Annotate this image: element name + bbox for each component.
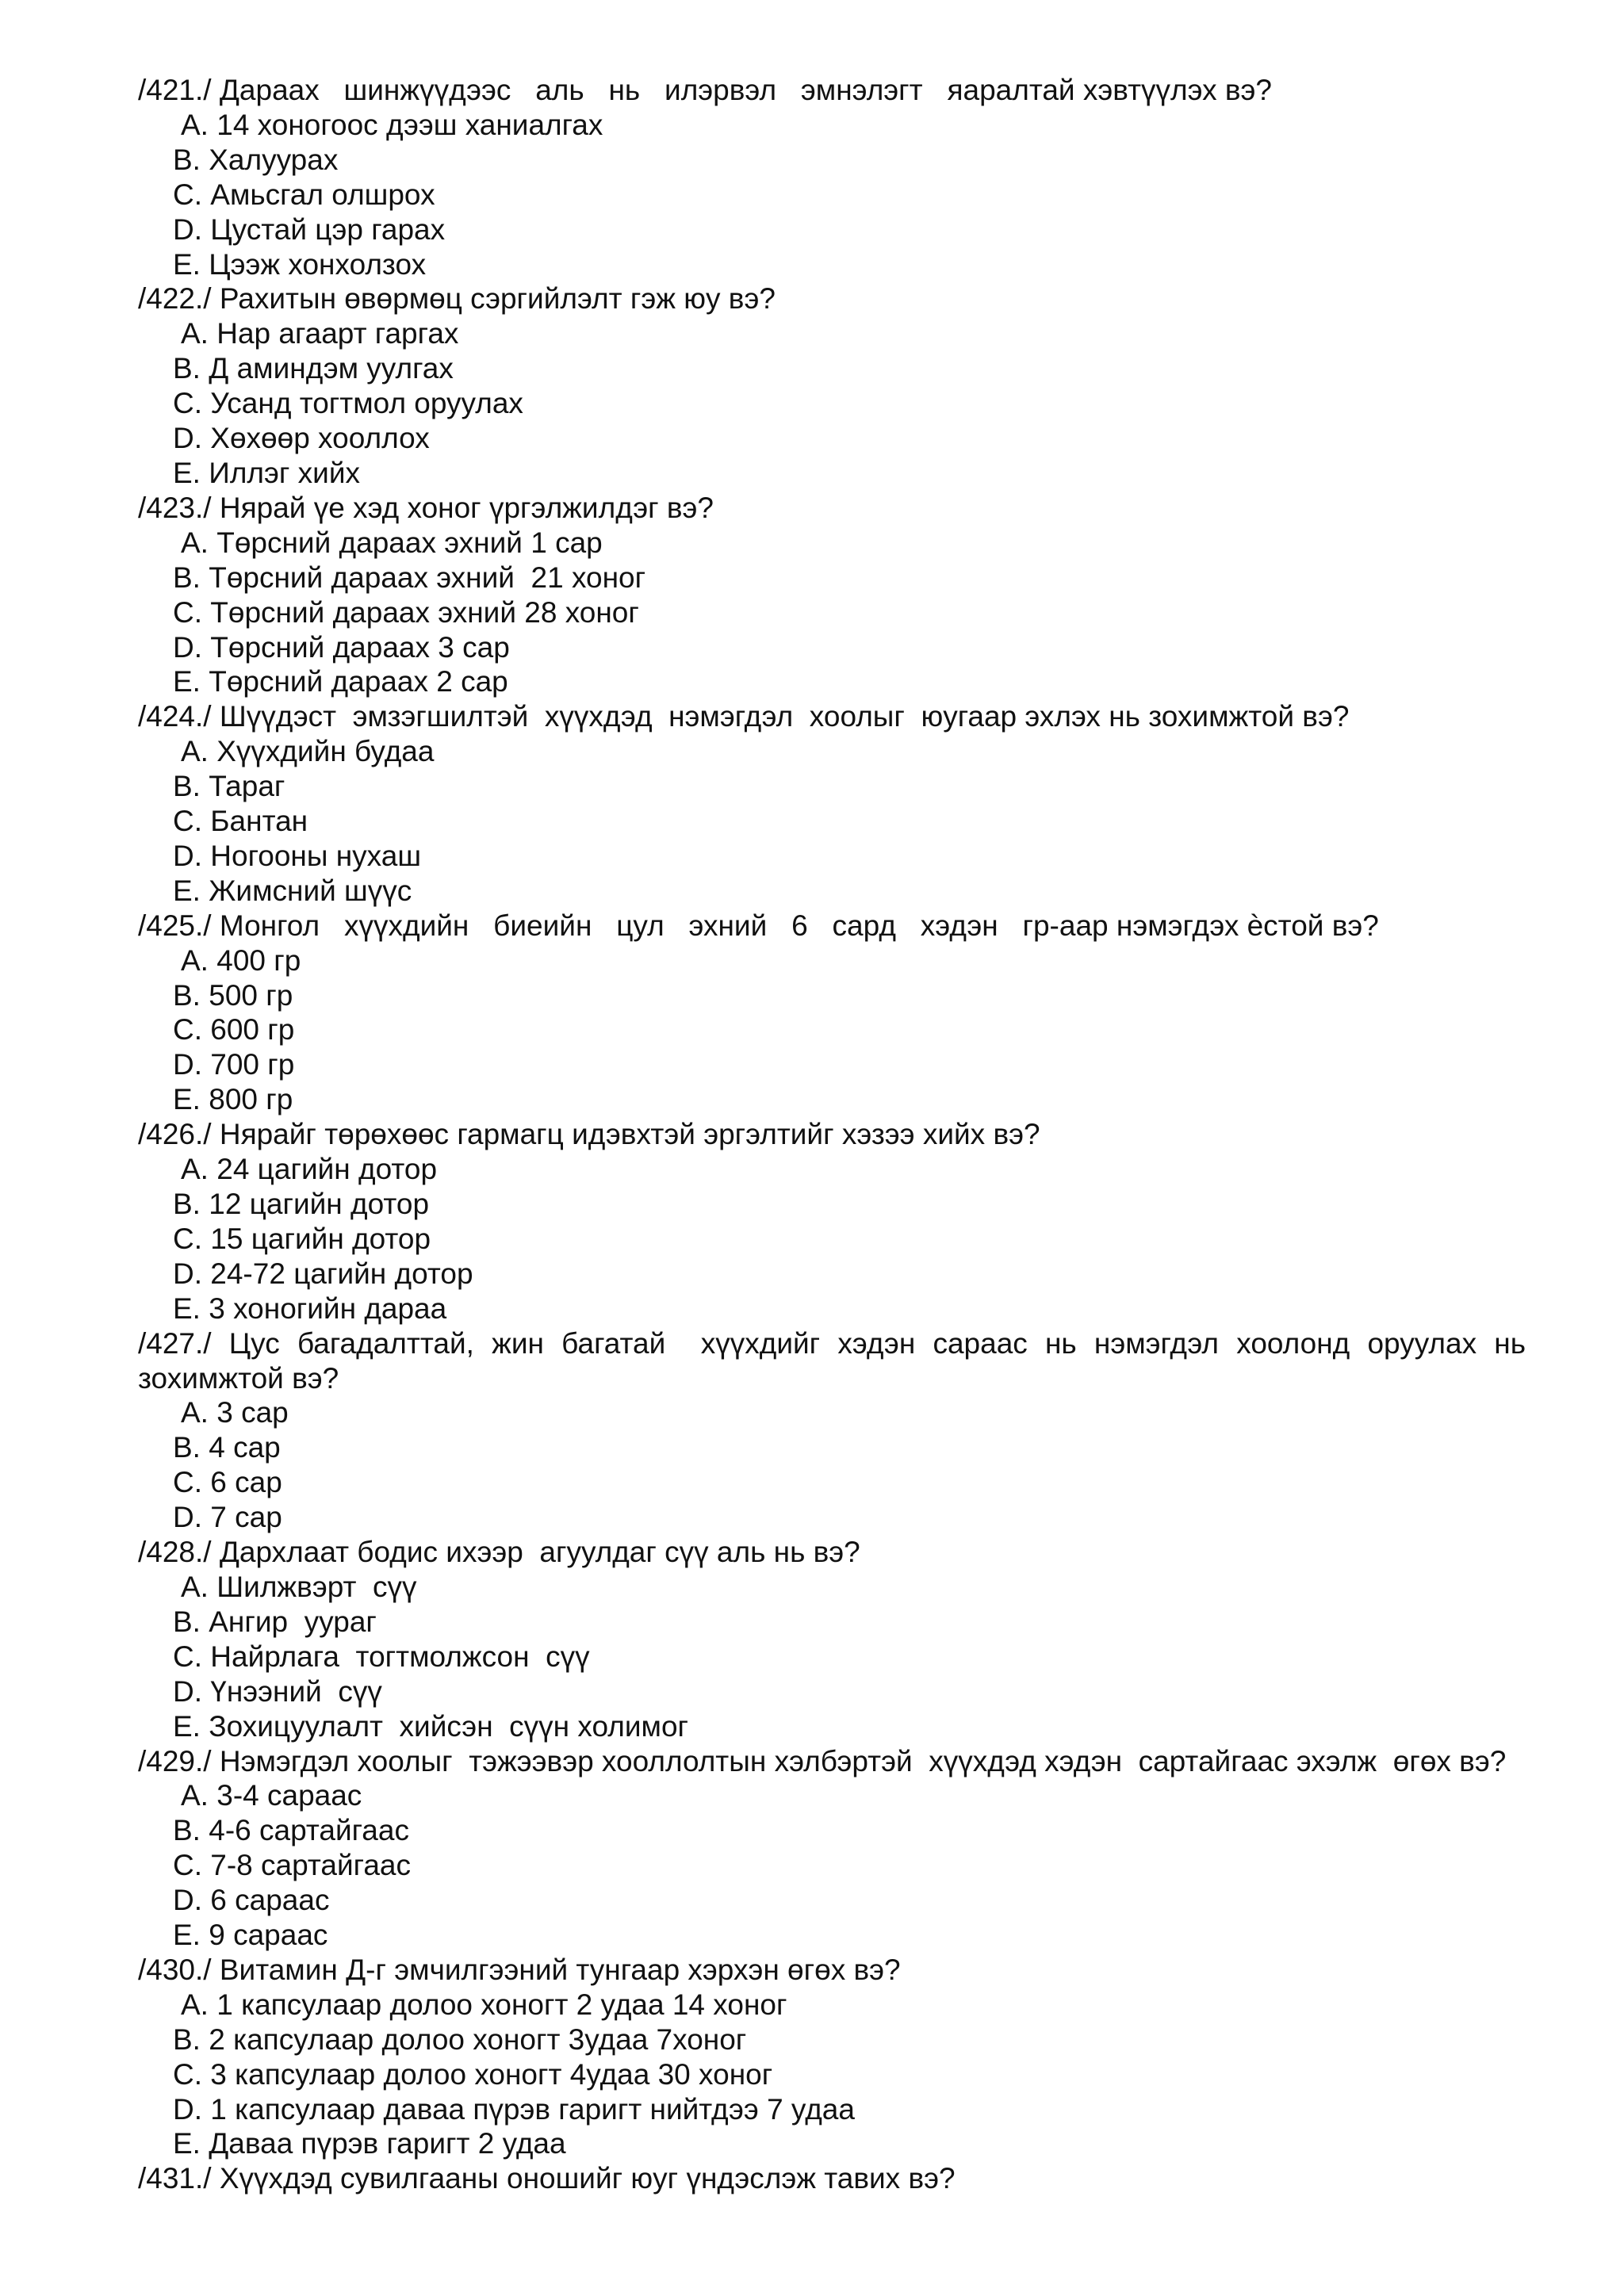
question-block (138, 281, 1526, 490)
answer-option: B. Д аминдэм уулгах (173, 352, 454, 385)
question-text: /422./ Рахитын өвөрмөц сэргийлэлт гэж юу вэ? (138, 282, 776, 316)
question-block (138, 909, 1526, 1117)
question-text: /424./ Шүүдэст эмзэгшилтэй хүүхдэд нэмэгдэл хоолыг юугаар эхлэх нь зохимжтой вэ? (138, 700, 1350, 733)
answer-option: C. 3 капсулаар долоо хоногт 4удаа 30 хоног (173, 2057, 773, 2091)
answer-option: A. 3 сар (181, 1396, 289, 1429)
answer-options (138, 1152, 1526, 1326)
answer-option: D. 700 гр (173, 1048, 295, 1081)
answer-option: A. 14 хоногоос дээш ханиалгах (181, 108, 603, 141)
answer-option: C. 7-8 сартайгаас (173, 1849, 411, 1882)
answer-option: E. Жимсний шүүс (173, 874, 412, 907)
answer-option: D. Үнээний сүү (173, 1674, 382, 1708)
answer-option: A. 400 гр (181, 943, 301, 977)
answer-option: A. Төрсний дараах эхний 1 сар (181, 526, 603, 559)
question-block (138, 491, 1526, 699)
answer-option: E. Цээж хонхолзох (173, 247, 427, 281)
answer-option: D. 6 сараас (173, 1884, 330, 1917)
answer-option: C. 15 цагийн дотор (173, 1222, 431, 1255)
question-text: /426./ Нярайг төрөхөөс гармагц идэвхтэй эргэлтийг хэзээ хийх вэ? (138, 1118, 1040, 1151)
answer-option: D. 7 сар (173, 1501, 282, 1534)
question-text: /428./ Дархлаат бодис ихээр агуулдаг сүү аль нь вэ? (138, 1536, 860, 1569)
answer-options (138, 734, 1526, 909)
answer-option: E. Төрсний дараах 2 сар (173, 665, 508, 698)
answer-options (138, 1988, 1526, 2162)
answer-option: C. Бантан (173, 805, 308, 838)
question-text: /431./ Хүүхдэд сувилгааны оношийг юуг үндэслэж тавих вэ? (138, 2162, 956, 2195)
answer-option: B. Тараг (173, 770, 285, 803)
answer-option: D. Төрсний дараах 3 сар (173, 630, 510, 664)
answer-options (138, 316, 1526, 491)
answer-option: A. Хүүхдийн будаа (181, 735, 435, 768)
answer-option: B. 4 сар (173, 1431, 281, 1464)
answer-option: C. 6 сар (173, 1466, 282, 1499)
answer-option: A. Шилжвэрт сүү (181, 1570, 417, 1603)
question-text: /430./ Витамин Д-г эмчилгээний тунгаар хэрхэн өгөх вэ? (138, 1953, 901, 1986)
answer-option: B. Төрсний дараах эхний 21 хоног (173, 561, 646, 594)
answer-options (138, 1570, 1526, 1744)
question-block (138, 1535, 1526, 1743)
question-text: /425./ Монгол хүүхдийн биеийн цул эхний 6 сард хэдэн гр-аар нэмэгдэх ѐстой вэ? (138, 909, 1379, 942)
question-block (138, 2161, 1526, 2196)
question-text: /423./ Нярай үе хэд хоног үргэлжилдэг вэ? (138, 491, 714, 524)
question-block (138, 1326, 1534, 1535)
question-text: /421./ Дараах шинжүүдээс аль нь илэрвэл эмнэлэгт яаралтай хэвтүүлэх вэ? (138, 74, 1272, 106)
answer-option: C. Найрлага тогтмолжсон сүү (173, 1640, 590, 1673)
answer-option: C. Амьсгал олшрох (173, 178, 435, 211)
answer-option: B. 500 гр (173, 978, 293, 1012)
document-page (138, 73, 1534, 2196)
question-block (138, 73, 1526, 281)
answer-option: B. 2 капсулаар долоо хоногт 3удаа 7хоног (173, 2022, 747, 2056)
answer-option: C. 600 гр (173, 1013, 295, 1047)
question-block (138, 699, 1526, 908)
question-block (138, 1953, 1526, 2161)
answer-option: B. 12 цагийн дотор (173, 1188, 430, 1220)
answer-option: D. Хөхөөр хооллох (173, 422, 430, 455)
question-block (138, 1744, 1526, 1953)
answer-option: D. 24-72 цагийн дотор (173, 1257, 473, 1290)
question-text: /427./ Цус багадалттай, жин багатай хүүхдийг хэдэн сараас нь нэмэгдэл хоолонд оруулах нь зохимжтой вэ? (138, 1326, 1534, 1395)
answer-option: A. 3-4 сараас (181, 1779, 362, 1812)
question-block (138, 1117, 1526, 1326)
answer-options (138, 108, 1526, 282)
answer-option: D. 1 капсулаар даваа пүрэв гаригт нийтдээ 7 удаа (173, 2092, 855, 2126)
answer-options (138, 943, 1526, 1118)
answer-option: E. Зохицуулалт хийсэн сүүн холимог (173, 1709, 689, 1743)
answer-option: C. Төрсний дараах эхний 28 хоног (173, 595, 639, 629)
answer-option: D. Ногооны нухаш (173, 839, 422, 872)
answer-option: A. Нар агаарт гаргах (181, 317, 459, 350)
answer-options (138, 1778, 1526, 1953)
answer-option: B. Ангир уураг (173, 1605, 377, 1638)
answer-option: C. Усанд тогтмол оруулах (173, 387, 523, 420)
question-text: /429./ Нэмэгдэл хоолыг тэжээвэр хооллолтын хэлбэртэй хүүхдэд хэдэн сартайгаас эхэлж өгөх вэ? (138, 1744, 1507, 1777)
answer-option: A. 24 цагийн дотор (181, 1153, 438, 1186)
answer-option: E. 800 гр (173, 1083, 293, 1116)
answer-option: B. 4-6 сартайгаас (173, 1814, 409, 1847)
answer-option: E. Даваа пүрэв гаригт 2 удаа (173, 2127, 566, 2160)
answer-option: D. Цустай цэр гарах (173, 212, 446, 246)
answer-options (138, 526, 1526, 700)
answer-options (138, 1395, 1526, 1535)
answer-option: E. 9 сараас (173, 1919, 328, 1952)
answer-option: E. 3 хоногийн дараа (173, 1292, 447, 1325)
answer-option: A. 1 капсулаар долоо хоногт 2 удаа 14 хоног (181, 1988, 787, 2021)
answer-option: B. Халуурах (173, 143, 339, 176)
answer-option: E. Иллэг хийх (173, 456, 361, 489)
